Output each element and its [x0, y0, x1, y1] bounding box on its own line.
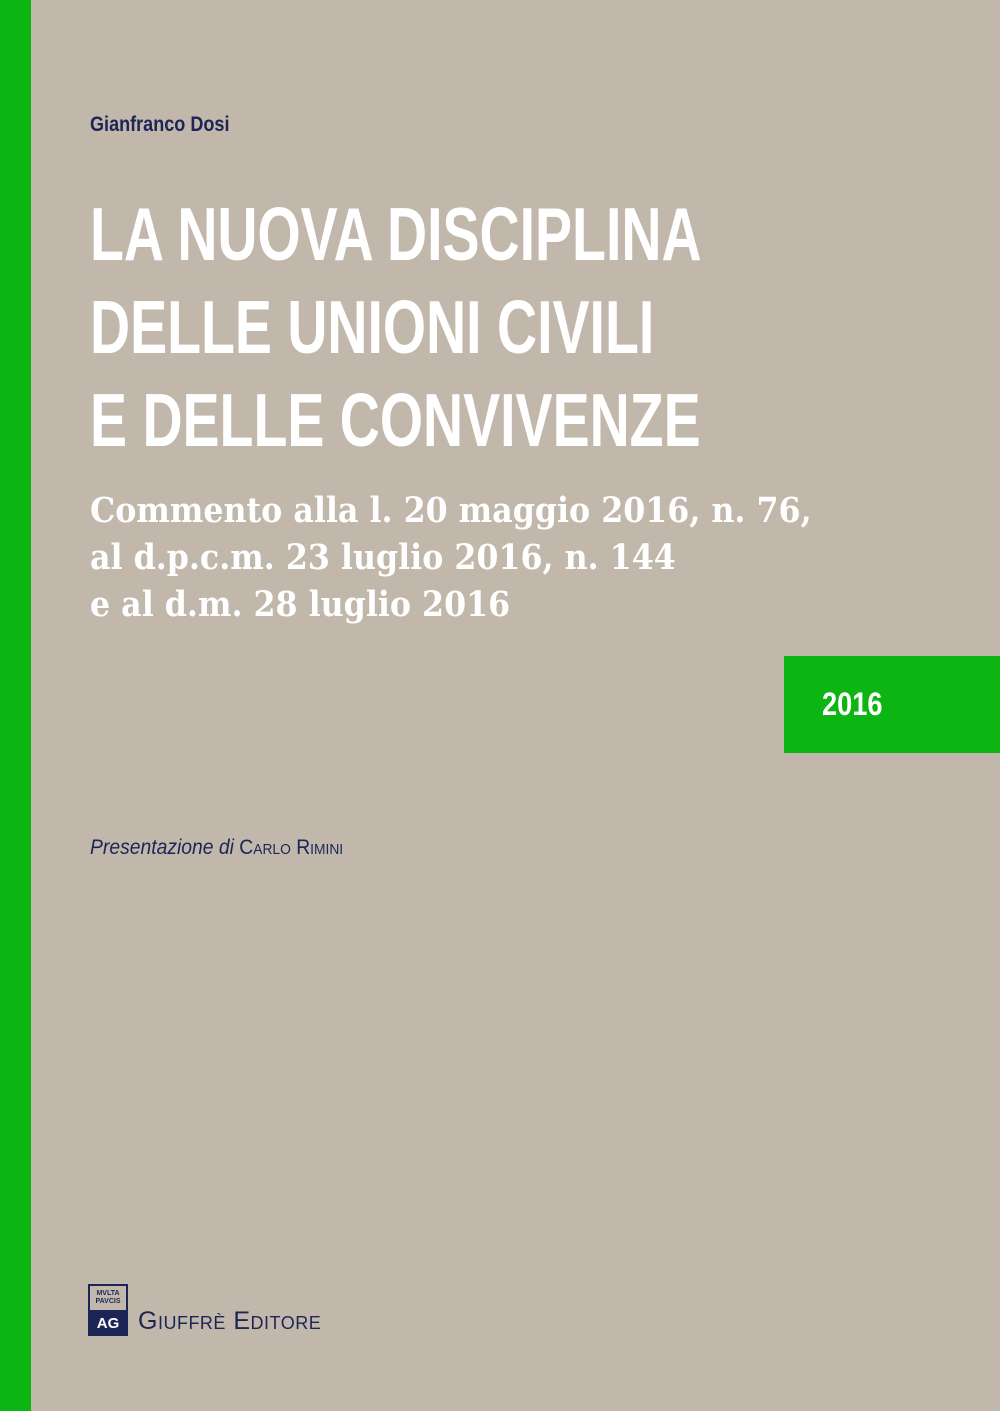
- book-subtitle: [90, 487, 812, 628]
- logo-motto-line-2: PAVCIS: [95, 1298, 121, 1305]
- giuffre-logo-icon: [88, 1284, 128, 1336]
- logo-initials: AG: [90, 1312, 126, 1334]
- logo-motto-line-1: MVLTA: [96, 1290, 120, 1297]
- publisher-name: Giuffrè Editore: [138, 1306, 322, 1335]
- presentation-credit: [90, 836, 343, 860]
- year-badge: [784, 656, 1000, 753]
- title-line-2: DELLE UNIONI CIVILI: [90, 285, 655, 369]
- presentation-intro: Presentazione di: [90, 836, 234, 859]
- year-label: 2016: [822, 686, 883, 722]
- title-line-3: E DELLE CONVIVENZE: [90, 378, 701, 462]
- presenter-name: Carlo Rimini: [239, 836, 344, 859]
- green-spine-stripe: [0, 0, 31, 1411]
- book-title: [90, 188, 702, 467]
- logo-motto: [90, 1286, 126, 1312]
- author-name: Gianfranco Dosi: [90, 113, 230, 136]
- subtitle-line-2: al d.p.c.m. 23 luglio 2016, n. 144: [90, 537, 676, 578]
- subtitle-line-1: Commento alla l. 20 maggio 2016, n. 76,: [90, 490, 812, 531]
- title-line-1: LA NUOVA DISCIPLINA: [90, 192, 702, 276]
- publisher-block: [88, 1283, 321, 1337]
- subtitle-line-3: e al d.m. 28 luglio 2016: [90, 584, 511, 625]
